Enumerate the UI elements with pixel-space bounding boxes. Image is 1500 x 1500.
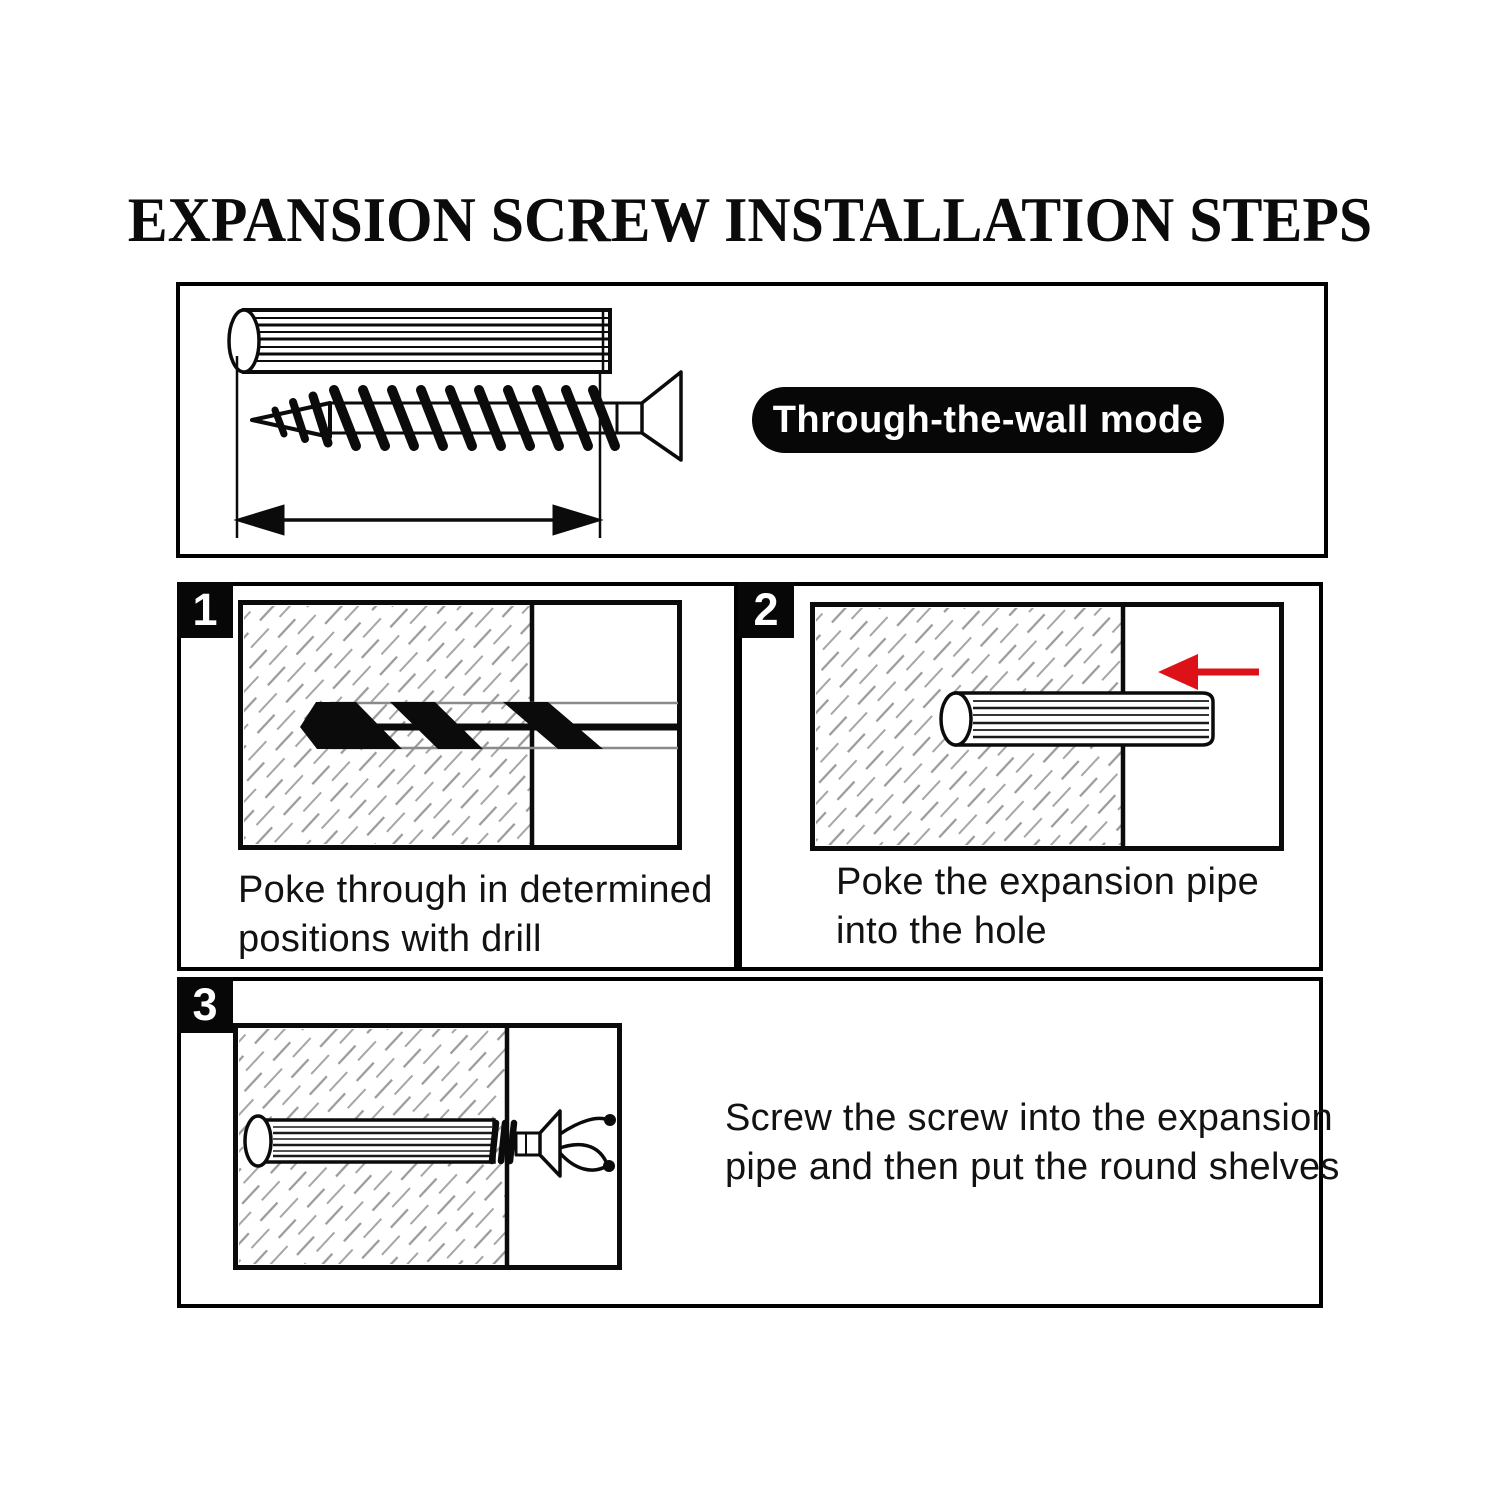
step-number-badge: 1 — [177, 582, 233, 638]
step-panel-2 — [738, 582, 1323, 971]
page-title: EXPANSION SCREW INSTALLATION STEPS — [127, 185, 1373, 255]
mode-badge-label: Through-the-wall mode — [772, 398, 1204, 441]
wall-cross-section-illustration — [810, 602, 1284, 851]
wall-cross-section-illustration — [238, 600, 682, 850]
expansion-pipe-illustration — [245, 1116, 494, 1166]
step-number-badge: 3 — [177, 977, 233, 1033]
step-panel-3 — [177, 977, 1340, 1308]
overview-panel — [176, 282, 1328, 558]
step-caption: Poke the expansion pipe into the hole — [836, 861, 1260, 952]
mode-badge — [752, 387, 1224, 453]
screw-illustration — [252, 372, 681, 460]
step-number-badge: 2 — [738, 582, 794, 638]
expansion-pipe-illustration — [941, 693, 1213, 745]
step-caption: Poke through in determined positions with drill — [238, 869, 713, 960]
step-panel-1 — [177, 582, 738, 971]
wall-cross-section-illustration — [233, 1023, 622, 1270]
step-caption: Screw the screw into the expansion pipe and then put the round shelves — [725, 1097, 1340, 1188]
expansion-pipe-illustration — [229, 310, 610, 372]
